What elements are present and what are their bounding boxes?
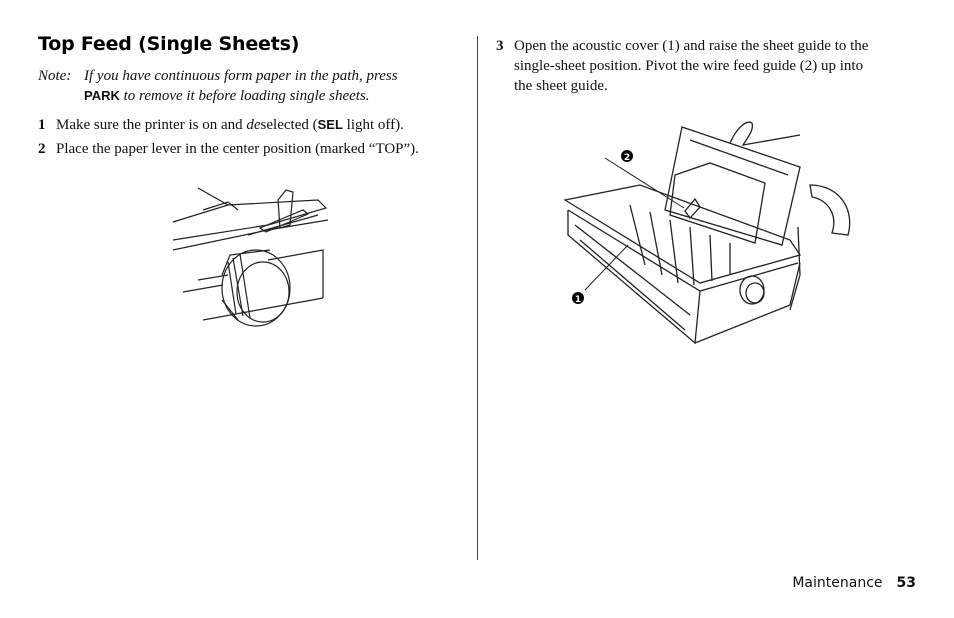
note-text-line2: to remove it before loading single sheets. — [123, 88, 370, 104]
step-2 — [38, 139, 468, 159]
page-title: Top Feed (Single Sheets) — [38, 33, 300, 55]
footer-section: Maintenance — [792, 575, 883, 591]
note-label: Note: — [38, 68, 72, 84]
callout-2: 2 — [623, 153, 631, 163]
note-block — [38, 66, 458, 106]
column-divider — [477, 36, 478, 560]
step-text: light off). — [342, 117, 404, 133]
printer-illustration — [560, 115, 860, 350]
step-3 — [496, 36, 916, 96]
step-text: Place the paper lever in the center position (marked “TOP”). — [56, 141, 419, 157]
step-1 — [38, 115, 468, 135]
step-emphasis: de — [246, 117, 261, 133]
step-text-line2: single-sheet position. Pivot the wire feed guide (2) up into — [514, 58, 864, 74]
step-text: selected ( — [260, 117, 318, 133]
step-number: 3 — [496, 38, 504, 54]
note-text-line1: If you have continuous form paper in the path, press — [84, 68, 398, 84]
step-text-line1: Open the acoustic cover (1) and raise the sheet guide to the — [514, 38, 869, 54]
paper-lever-illustration — [168, 180, 333, 335]
page-number: 53 — [896, 575, 916, 591]
step-number: 2 — [38, 141, 46, 157]
step-text-line3: the sheet guide. — [514, 78, 608, 94]
step-text: Make sure the printer is on and — [56, 117, 247, 133]
page-footer — [792, 575, 916, 591]
sel-key: SEL — [317, 117, 343, 132]
callout-1: 1 — [574, 295, 582, 305]
park-key: PARK — [84, 88, 120, 103]
step-number: 1 — [38, 117, 46, 133]
